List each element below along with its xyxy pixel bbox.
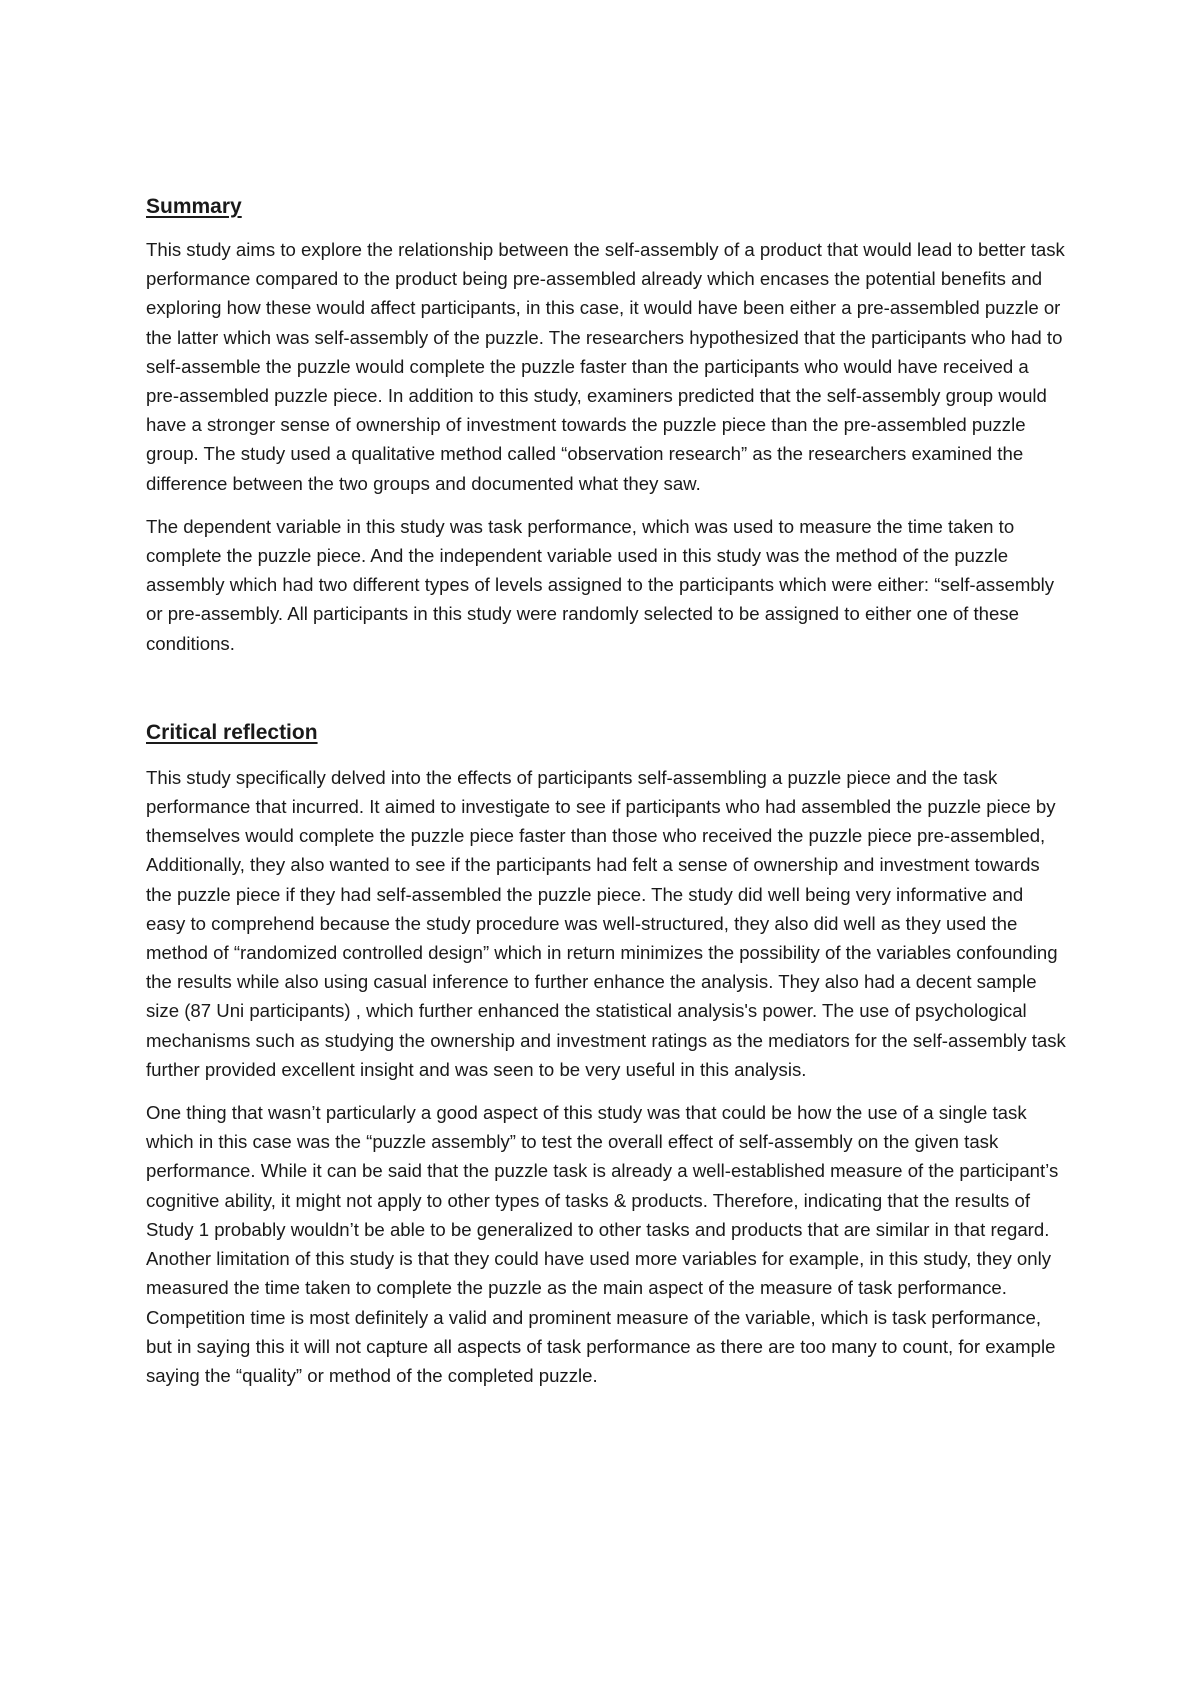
document-body <box>146 192 1066 1390</box>
critical-reflection-heading: Critical reflection <box>146 720 318 744</box>
summary-paragraph-2: The dependent variable in this study was task performance, which was used to measure the time taken to complete the puzzle piece. And the independent variable used in this study was the method of the puzzle assembly which had two different types of levels assigned to the participants which were either: “self-assembly or pre-assembly. All participants in this study were randomly selected to be assigned to either one of these conditions. <box>146 515 1055 654</box>
critical-reflection-paragraph-2: One thing that wasn’t particularly a good aspect of this study was that could be how the use of a single task which in this case was the “puzzle assembly” to test the overall effect of self-assembly on the given task performance. While it can be said that the puzzle task is already a well-established measure of the participant’s cognitive ability, it might not apply to other types of tasks & products. Therefore, indicating that the results of Study 1 probably wouldn’t be able to be generalized to other tasks and products that are similar in that regard. Another limitation of this study is that they could have used more variables for example, in this study, they only measured the time taken to complete the puzzle as the main aspect of the measure of task performance. Competition time is most definitely a valid and prominent measure of the variable, which is task performance, but in saying this it will not capture all aspects of task performance as there are too many to count, for example saying the “quality” or method of the completed puzzle. <box>146 1102 1059 1386</box>
critical-reflection-paragraph-1: This study specifically delved into the effects of participants self-assembling a puzzle piece and the task performance that incurred. It aimed to investigate to see if participants who had assembled the puzzle piece by themselves would complete the puzzle piece faster than those who received the puzzle piece pre-assembled, Additionally, they also wanted to see if the participants had felt a sense of ownership and investment towards the puzzle piece if they had self-assembled the puzzle piece. The study did well being very informative and easy to comprehend because the study procedure was well-structured, they also did well as they used the method of “randomized controlled design” which in return minimizes the possibility of the variables confounding the results while also using casual inference to further enhance the analysis. They also had a decent sample size (87 Uni participants) , which further enhanced the statistical analysis's power. The use of psychological mechanisms such as studying the ownership and investment ratings as the mediators for the self-assembly task further provided excellent insight and was seen to be very useful in this analysis. <box>146 766 1066 1080</box>
summary-heading: Summary <box>146 195 242 218</box>
summary-paragraph-1: This study aims to explore the relationship between the self-assembly of a product that would lead to better task performance compared to the product being pre-assembled already which encases the potential benefits and exploring how these would affect participants, in this case, it would have been either a pre-assembled puzzle or the latter which was self-assembly of the puzzle. The researchers hypothesized that the participants who had to self-assemble the puzzle would complete the puzzle faster than the participants who would have received a pre-assembled puzzle piece. In addition to this study, examiners predicted that the self-assembly group would have a stronger sense of ownership of investment towards the puzzle piece than the pre-assembled puzzle group. The study used a qualitative method called “observation research” as the researchers examined the difference between the two groups and documented what they saw. <box>146 239 1065 494</box>
